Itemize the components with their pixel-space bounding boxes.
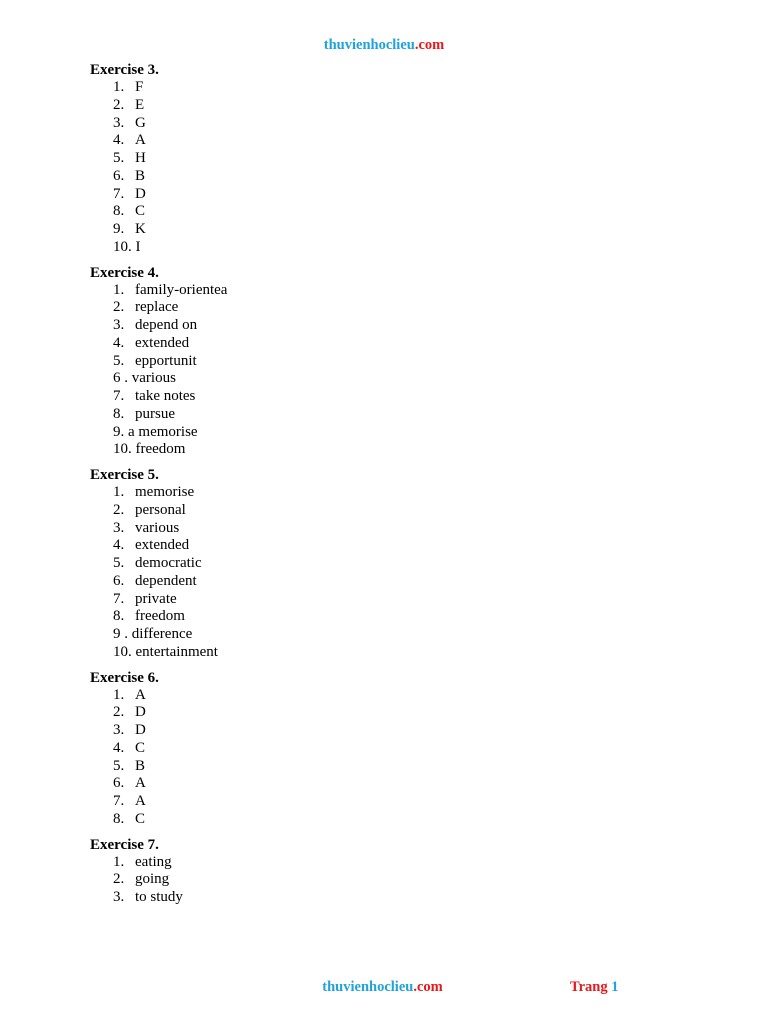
list-item bbox=[113, 591, 690, 609]
list-item bbox=[113, 186, 690, 204]
item-number: 5. bbox=[113, 555, 125, 571]
list-item bbox=[113, 115, 690, 133]
answer-text: replace bbox=[135, 299, 179, 316]
answer-text: A bbox=[135, 793, 146, 809]
list-item bbox=[113, 854, 690, 872]
answer-text: going bbox=[135, 871, 170, 888]
list-item bbox=[113, 758, 690, 776]
list-item bbox=[113, 502, 690, 520]
answer-text: B bbox=[135, 757, 146, 774]
page-number: 1 bbox=[611, 979, 619, 995]
exercise-title: Exercise 6. bbox=[90, 669, 159, 686]
item-number: 5. bbox=[113, 757, 125, 774]
item-number: 8. bbox=[113, 405, 125, 422]
item-number: 3. bbox=[113, 519, 125, 536]
item-number: 1. bbox=[113, 79, 125, 95]
item-number: 3. bbox=[113, 889, 125, 905]
list-item bbox=[113, 644, 690, 662]
item-number: 8. bbox=[113, 608, 125, 625]
item-number: 4. bbox=[113, 334, 125, 351]
answer-text: family-orientea bbox=[135, 281, 228, 298]
list-item bbox=[113, 441, 690, 459]
answer-text: C bbox=[135, 203, 146, 220]
list-item bbox=[113, 353, 690, 371]
answer-line: 9 . difference bbox=[113, 626, 193, 642]
item-number: 1. bbox=[113, 853, 125, 870]
list-item bbox=[113, 484, 690, 502]
header-brand-name: thuvienhoclieu bbox=[323, 37, 415, 53]
list-item bbox=[113, 388, 690, 406]
list-item bbox=[113, 79, 690, 97]
answer-text: memorise bbox=[135, 484, 195, 500]
list-item bbox=[113, 203, 690, 221]
item-number: 2. bbox=[113, 96, 125, 113]
item-number: 2. bbox=[113, 871, 125, 888]
answer-key bbox=[90, 61, 690, 914]
list-item bbox=[113, 132, 690, 150]
item-number: 2. bbox=[113, 501, 125, 518]
list-item bbox=[113, 335, 690, 353]
answer-text: dependent bbox=[135, 572, 197, 589]
footer bbox=[0, 979, 768, 999]
answer-text: E bbox=[135, 96, 145, 113]
list-item bbox=[113, 793, 690, 811]
answer-text: G bbox=[135, 114, 146, 131]
answer-text: epportunit bbox=[135, 352, 197, 369]
item-number: 3. bbox=[113, 722, 125, 738]
header-brand bbox=[0, 37, 768, 54]
exercise-section bbox=[90, 264, 690, 460]
exercise-section bbox=[90, 61, 690, 257]
answer-text: A bbox=[135, 775, 146, 792]
item-number: 1. bbox=[113, 281, 125, 298]
item-number: 5. bbox=[113, 352, 125, 369]
item-number: 6. bbox=[113, 167, 125, 184]
list-item bbox=[113, 775, 690, 793]
list-item bbox=[113, 317, 690, 335]
answer-text: depend on bbox=[135, 317, 198, 333]
item-number: 7. bbox=[113, 793, 125, 809]
item-number: 8. bbox=[113, 810, 125, 827]
answer-line: 6 . various bbox=[113, 370, 176, 387]
exercise-title: Exercise 3. bbox=[90, 62, 159, 78]
footer-brand bbox=[0, 979, 765, 996]
list-item bbox=[113, 687, 690, 705]
list-item bbox=[113, 871, 690, 889]
list-item bbox=[113, 282, 690, 300]
list-item bbox=[113, 704, 690, 722]
list-item bbox=[113, 811, 690, 829]
item-number: 1. bbox=[113, 686, 125, 703]
answer-list bbox=[113, 282, 690, 460]
page-label: Trang bbox=[570, 979, 608, 995]
item-number: 7. bbox=[113, 388, 125, 404]
exercise-section bbox=[90, 466, 690, 662]
item-number: 9. bbox=[113, 221, 125, 237]
item-number: 1. bbox=[113, 484, 125, 500]
item-number: 6. bbox=[113, 775, 125, 792]
footer-brand-name: thuvienhoclieu bbox=[322, 979, 414, 995]
answer-line: 10. freedom bbox=[113, 441, 186, 458]
answer-list bbox=[113, 484, 690, 662]
list-item bbox=[113, 555, 690, 573]
exercise-section bbox=[90, 669, 690, 829]
answer-list bbox=[113, 854, 690, 907]
exercise-title: Exercise 7. bbox=[90, 836, 159, 853]
list-item bbox=[113, 608, 690, 626]
answer-list bbox=[113, 79, 690, 257]
answer-text: eating bbox=[135, 853, 172, 870]
exercise-title: Exercise 5. bbox=[90, 467, 159, 483]
list-item bbox=[113, 722, 690, 740]
item-number: 5. bbox=[113, 150, 125, 166]
answer-text: personal bbox=[135, 501, 186, 518]
exercise-section bbox=[90, 836, 690, 907]
answer-text: F bbox=[135, 79, 144, 95]
item-number: 4. bbox=[113, 537, 125, 554]
answer-text: A bbox=[135, 132, 146, 149]
item-number: 3. bbox=[113, 317, 125, 333]
answer-text: D bbox=[135, 722, 146, 738]
answer-text: C bbox=[135, 810, 146, 827]
list-item bbox=[113, 239, 690, 257]
answer-text: various bbox=[135, 519, 180, 536]
answer-list bbox=[113, 687, 690, 829]
answer-text: extended bbox=[135, 334, 190, 351]
answer-line: 9. a memorise bbox=[113, 423, 198, 440]
list-item bbox=[113, 370, 690, 388]
footer-brand-domain: .com bbox=[413, 979, 443, 995]
answer-line: 10. entertainment bbox=[113, 643, 218, 660]
item-number: 4. bbox=[113, 739, 125, 756]
list-item bbox=[113, 150, 690, 168]
item-number: 3. bbox=[113, 114, 125, 131]
list-item bbox=[113, 889, 690, 907]
list-item bbox=[113, 520, 690, 538]
list-item bbox=[113, 406, 690, 424]
list-item bbox=[113, 168, 690, 186]
list-item bbox=[113, 221, 690, 239]
list-item bbox=[113, 424, 690, 442]
item-number: 7. bbox=[113, 590, 125, 607]
answer-text: H bbox=[135, 150, 146, 166]
answer-line: 10. I bbox=[113, 238, 141, 255]
answer-text: to study bbox=[135, 889, 183, 905]
answer-text: pursue bbox=[135, 405, 175, 422]
answer-text: C bbox=[135, 739, 146, 756]
answer-text: D bbox=[135, 185, 146, 202]
answer-text: K bbox=[135, 221, 146, 237]
answer-text: democratic bbox=[135, 555, 202, 571]
answer-text: A bbox=[135, 686, 146, 703]
answer-text: freedom bbox=[135, 608, 185, 625]
answer-text: B bbox=[135, 167, 146, 184]
item-number: 2. bbox=[113, 299, 125, 316]
item-number: 8. bbox=[113, 203, 125, 220]
item-number: 6. bbox=[113, 572, 125, 589]
list-item bbox=[113, 740, 690, 758]
list-item bbox=[113, 626, 690, 644]
answer-text: D bbox=[135, 704, 146, 721]
item-number: 2. bbox=[113, 704, 125, 721]
item-number: 4. bbox=[113, 132, 125, 149]
answer-text: private bbox=[135, 590, 177, 607]
header-brand-domain: .com bbox=[414, 37, 445, 53]
list-item bbox=[113, 537, 690, 555]
answer-text: extended bbox=[135, 537, 190, 554]
list-item bbox=[113, 97, 690, 115]
list-item bbox=[113, 573, 690, 591]
answer-text: take notes bbox=[135, 388, 196, 404]
exercise-title: Exercise 4. bbox=[90, 264, 159, 281]
item-number: 7. bbox=[113, 185, 125, 202]
page-indicator bbox=[570, 979, 618, 996]
list-item bbox=[113, 299, 690, 317]
